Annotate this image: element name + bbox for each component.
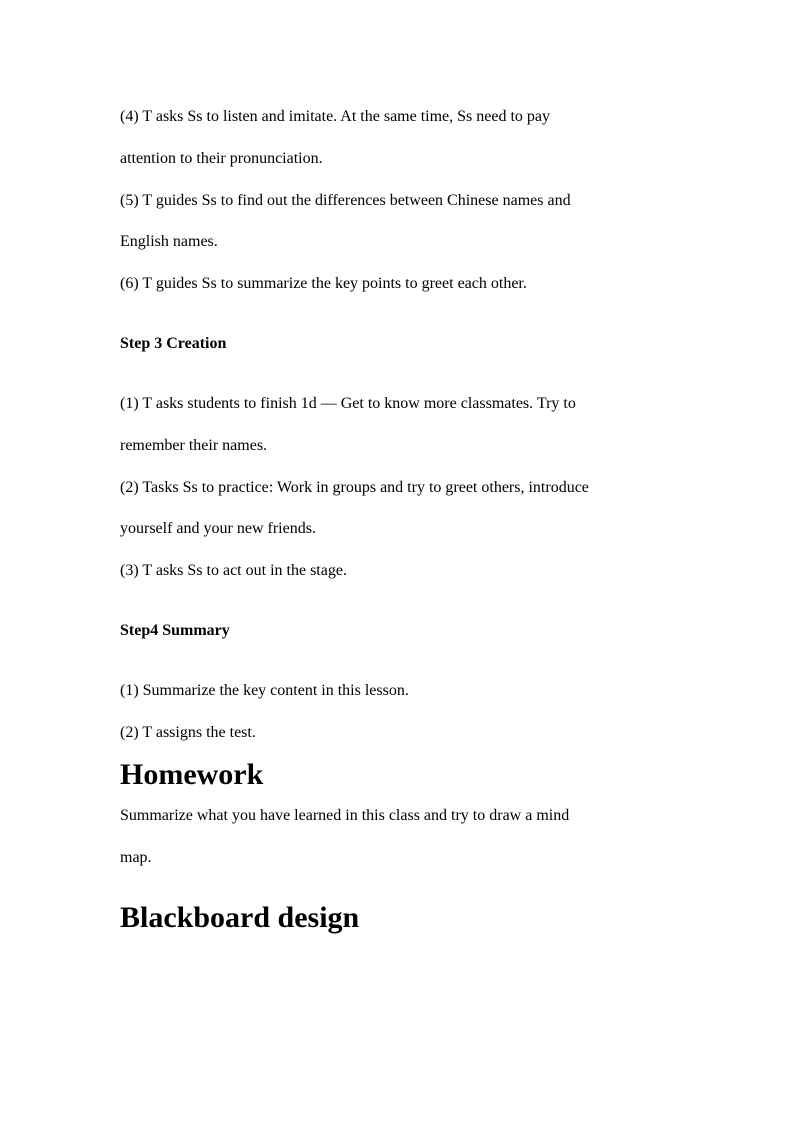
step3-item-2-line-1: (2) Tasks Ss to practice: Work in groups and try to greet others, introduce xyxy=(120,479,589,496)
step3-heading: Step 3 Creation xyxy=(120,335,227,352)
step3-item-3-line-1: (3) T asks Ss to act out in the stage. xyxy=(120,562,347,579)
step2-item-6-line-1: (6) T guides Ss to summarize the key points to greet each other. xyxy=(120,275,527,292)
homework-line-2: map. xyxy=(120,849,152,866)
step4-item-2: (2) T assigns the test. xyxy=(120,724,256,741)
step3-item-2-line-2: yourself and your new friends. xyxy=(120,520,316,537)
step2-item-5-line-2: English names. xyxy=(120,233,218,250)
step2-item-4-line-1: (4) T asks Ss to listen and imitate. At the same time, Ss need to pay xyxy=(120,108,551,125)
step3-item-1-line-1: (1) T asks students to finish 1d — Get to know more classmates. Try to xyxy=(120,395,576,412)
step4-item-1: (1) Summarize the key content in this lesson. xyxy=(120,682,409,699)
step2-item-5-line-1: (5) T guides Ss to find out the differences between Chinese names and xyxy=(120,192,571,209)
homework-line-1: Summarize what you have learned in this class and try to draw a mind xyxy=(120,807,570,824)
blackboard-design-heading: Blackboard design xyxy=(120,901,360,934)
step3-item-1-line-2: remember their names. xyxy=(120,437,268,454)
homework-heading: Homework xyxy=(120,758,264,791)
step4-heading: Step4 Summary xyxy=(120,622,230,639)
step2-item-4-line-2: attention to their pronunciation. xyxy=(120,150,323,167)
